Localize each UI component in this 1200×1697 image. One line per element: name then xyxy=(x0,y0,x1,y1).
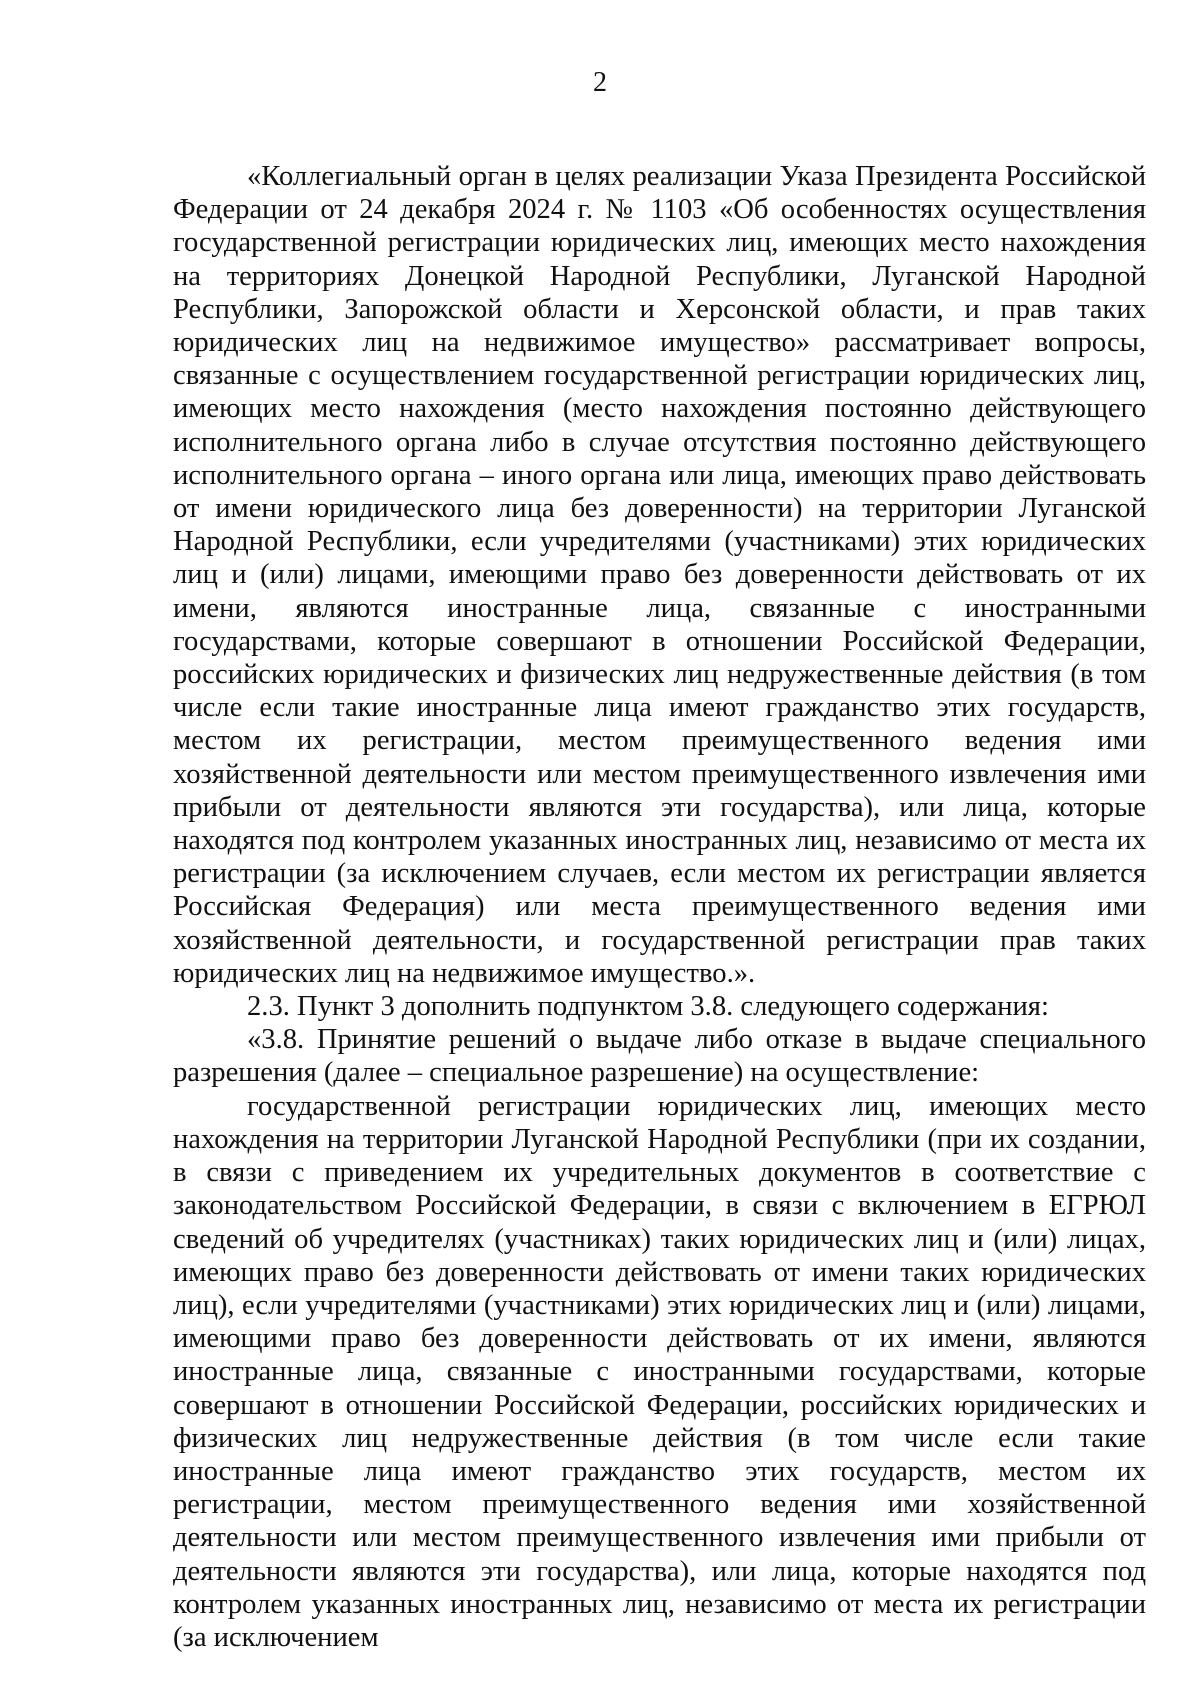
paragraph-state-registration: государственной регистрации юридических лиц, имеющих место нахождения на территории Луганской Народной Республики (при их создании, в связи с приведением их учредительных документов в соответствие с законодательством Российской Федерации, в связи с включением в ЕГРЮЛ сведений об учредителях (участниках) таких юридических лиц и (или) лицах, имеющих право без доверенности действовать от имени таких юридических лиц), если учредителями (участниками) этих юридических лиц и (или) лицами, имеющими право без доверенности действовать от их имени, являются иностранные лица, связанные с иностранными государствами, которые совершают в отношении Российской Федерации, российских юридических и физических лиц недружественные действия (в том числе если такие иностранные лица имеют гражданство этих государств, местом их регистрации, местом преимущественного ведения ими хозяйственной деятельности или местом преимущественного извлечения ими прибыли от деятельности являются эти государства), или лица, которые находятся под контролем указанных иностранных лиц, независимо от места их регистрации (за исключением xyxy=(173,1090,1146,1653)
page-number: 2 xyxy=(593,67,607,98)
paragraph-collegial-body: «Коллегиальный орган в целях реализации Указа Президента Российской Федерации от 24 декабря 2024 г. № 1103 «Об особенностях осуществления государственной регистрации юридических лиц, имеющих место нахождения на территориях Донецкой Народной Республики, Луганской Народной Республики, Запорожской области и Херсонской области, и прав таких юридических лиц на недвижимое имущество» рассматривает вопросы, связанные с осуществлением государственной регистрации юридических лиц, имеющих место нахождения (место нахождения постоянно действующего исполнительного органа либо в случае отсутствия постоянно действующего исполнительного органа – иного органа или лица, имеющих право действовать от имени юридического лица без доверенности) на территории Луганской Народной Республики, если учредителями (участниками) этих юридических лиц и (или) лицами, имеющими право без доверенности действовать от их имени, являются иностранные лица, связанные с иностранными государствами, которые совершают в отношении Российской Федерации, российских юридических и физических лиц недружественные действия (в том числе если такие иностранные лица имеют гражданство этих государств, местом их регистрации, местом преимущественного ведения ими хозяйственной деятельности или местом преимущественного извлечения ими прибыли от деятельности являются эти государства), или лица, которые находятся под контролем указанных иностранных лиц, независимо от места их регистрации (за исключением случаев, если местом их регистрации является Российская Федерация) или места преимущественного ведения ими хозяйственной деятельности, и государственной регистрации прав таких юридических лиц на недвижимое имущество.». xyxy=(173,161,1146,989)
paragraph-item-2-3: 2.3. Пункт 3 дополнить подпунктом 3.8. следующего содержания: xyxy=(247,991,1049,1023)
document-body xyxy=(173,160,1146,1654)
paragraph-item-3-8: «3.8. Принятие решений о выдаче либо отказе в выдаче специального разрешения (далее – специальное разрешение) на осуществление: xyxy=(173,1024,1146,1089)
